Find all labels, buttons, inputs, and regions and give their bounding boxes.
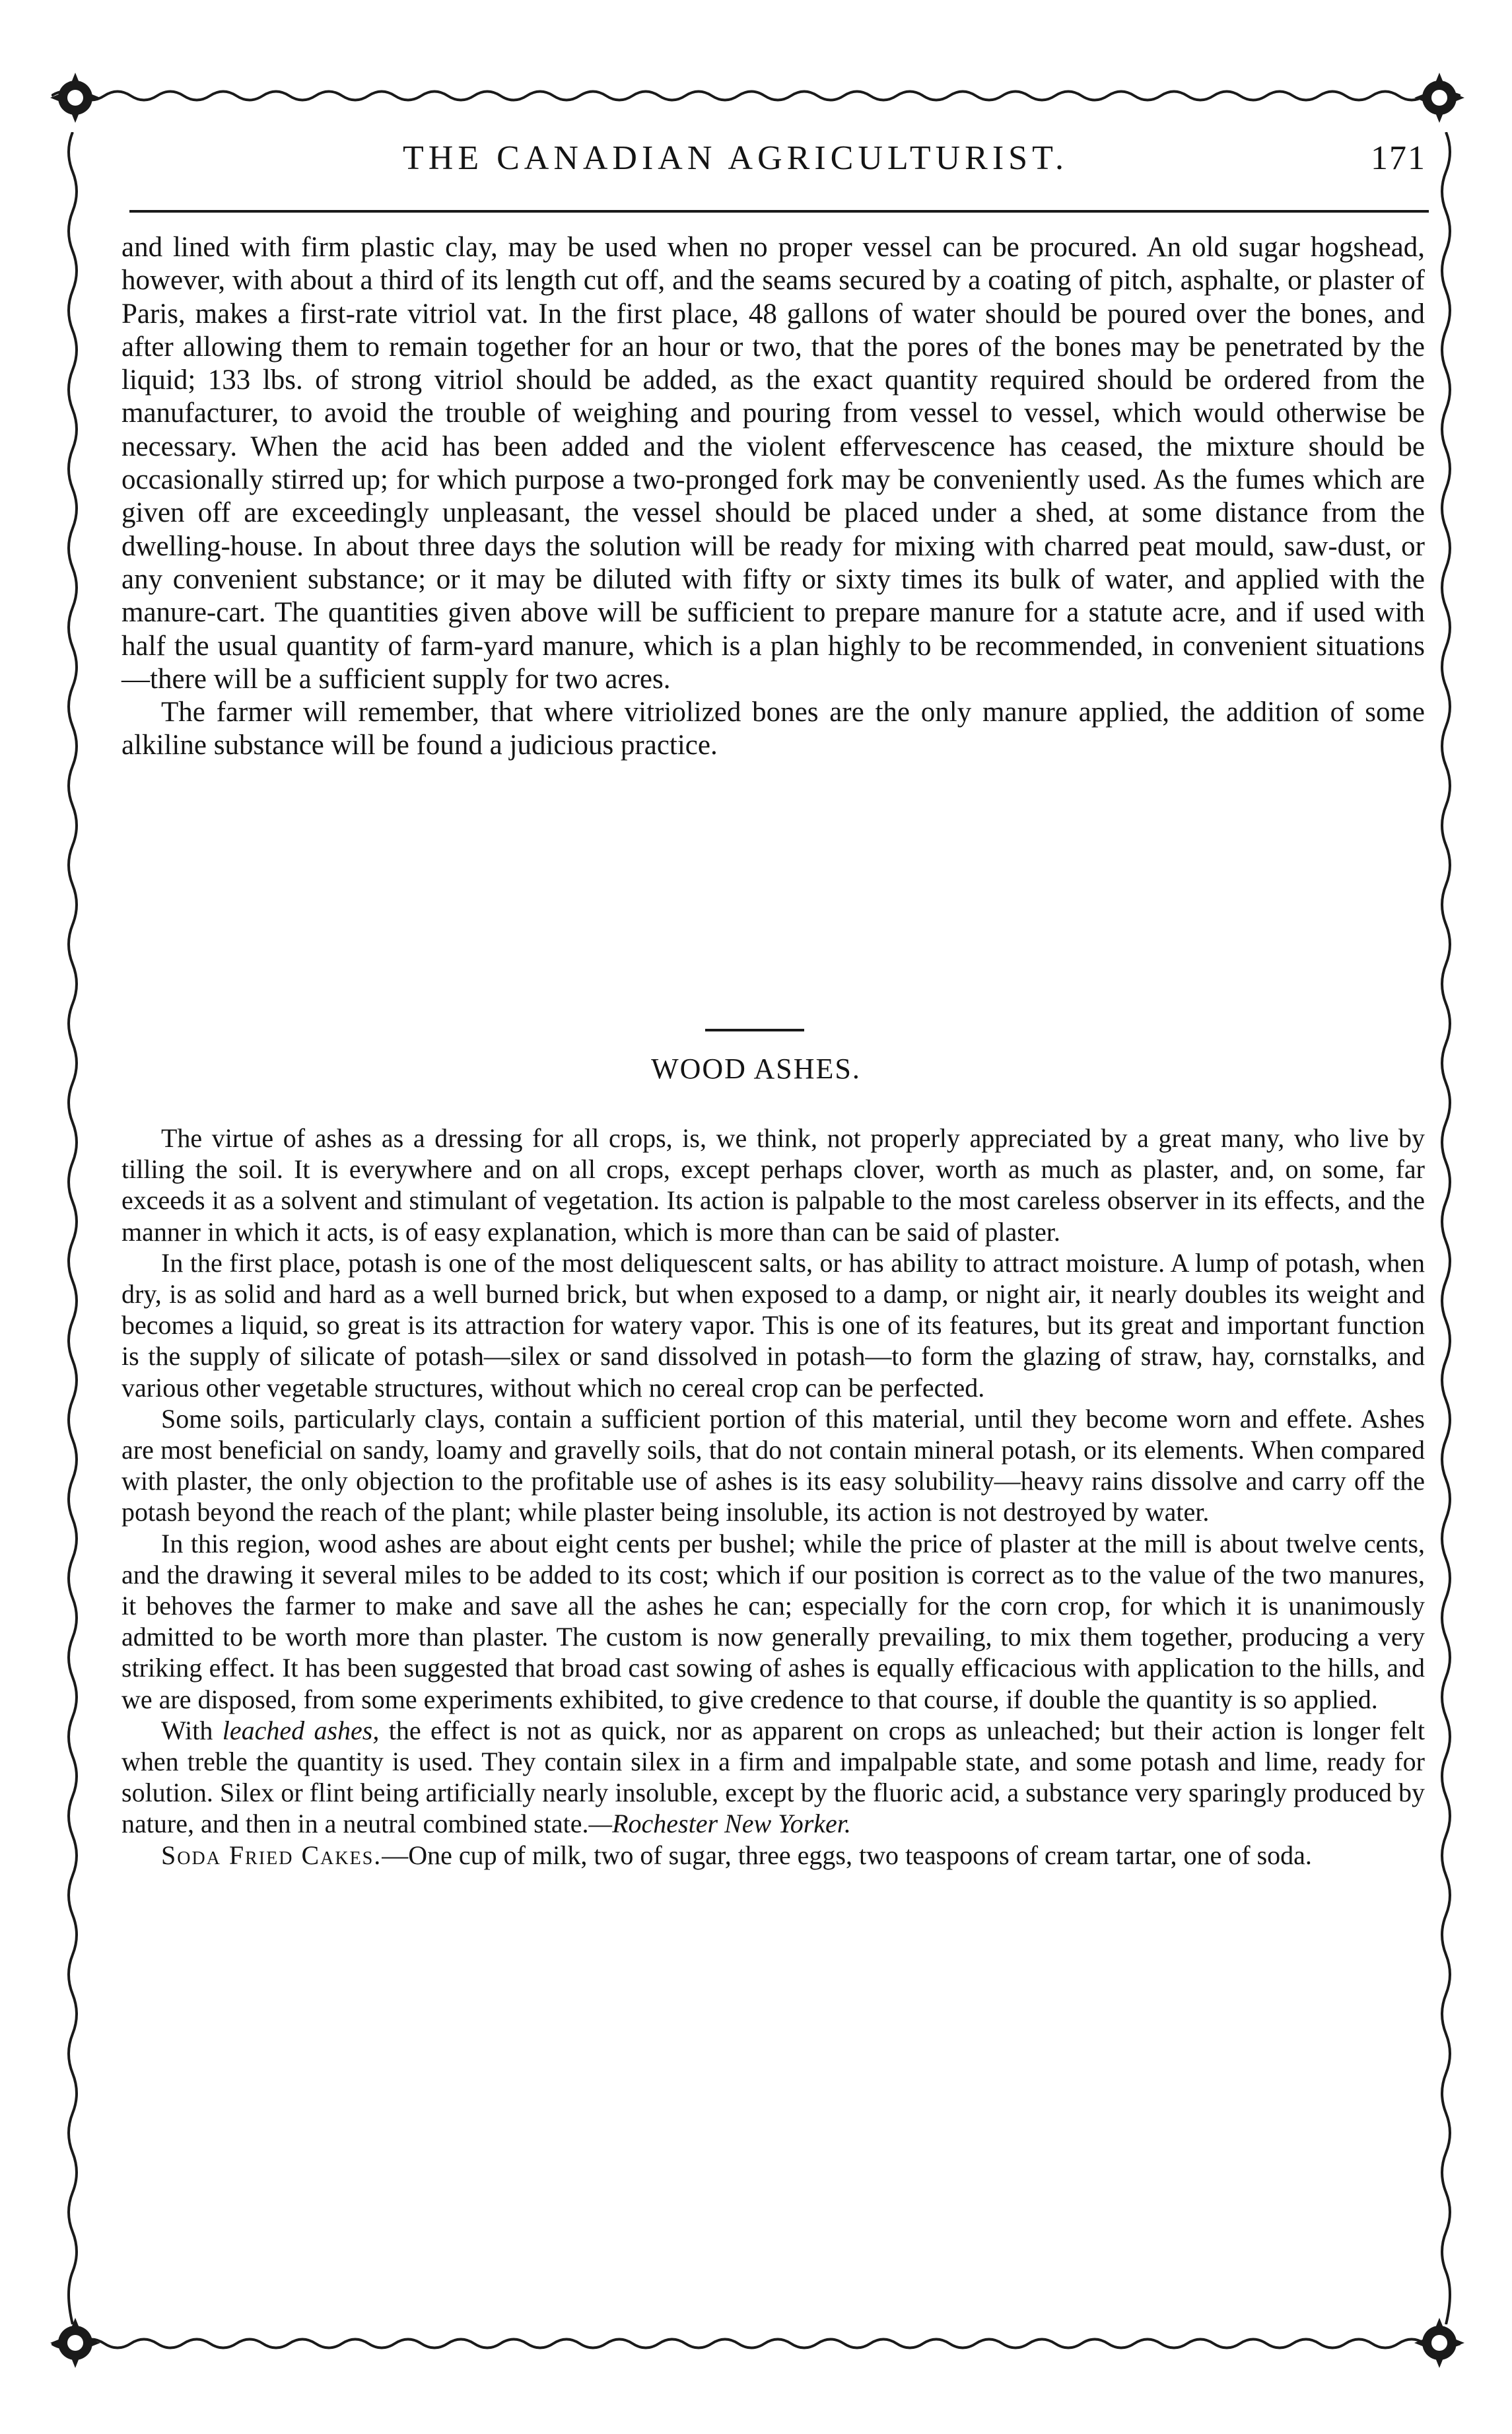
wood-ashes-article (121, 1123, 1425, 1871)
corner-ornament-icon (44, 2311, 107, 2375)
recipe-title: Soda Fried Cakes. (161, 1840, 382, 1870)
section-divider (705, 1029, 804, 1031)
journal-title: THE CANADIAN AGRICULTURIST. (403, 139, 1068, 177)
paragraph-leached-ashes (121, 1715, 1425, 1840)
leached-text: the effect is not as quick, nor as apparent on crops as unleached; but their action is longer felt when treble the quantity is used. They contain silex in a firm and impalpable state, and some potash and lime, ready for solution. Silex or flint being artificially nearly insoluble, except by the fluoric acid, a substance very sparingly produced by nature, and then in a neutral combined state. (121, 1715, 1426, 1839)
paragraph: In the first place, potash is one of the most deliquescent salts, or has ability to attract moisture. A lump of potash, when dry, is as solid and hard as a well burned brick, but when exposed to a damp, or night air, it nearly doubles its weight and becomes a liquid, so great is its attraction for watery vapor. This is one of its features, but its great and important function is the supply of silicate of potash—silex or sand dissolved in potash—to form the glazing of straw, hay, cornstalks, and various other vegetable structures, without which no cereal crop can be perfected. (121, 1247, 1425, 1403)
ornamental-border-left (59, 132, 86, 2324)
recipe-text: —One cup of milk, two of sugar, three eggs, two teaspoons of cream tartar, one of soda. (382, 1840, 1312, 1870)
paragraph: The farmer will remember, that where vitriolized bones are the only manure applied, the addition of some alkiline substance will be found a judicious practice. (121, 697, 1425, 761)
running-header (132, 129, 1426, 189)
header-rule (129, 210, 1429, 213)
recipe-paragraph (121, 1840, 1425, 1871)
paragraph: and lined with firm plastic clay, may be used when no proper vessel can be procured. An old sugar hogshead, however, with about a third of its length cut off, and the seams secured by a coating of pitch, asphalte, or plaster of Paris, makes a first-rate vitriol vat. In the first place, 48 gallons of water should be poured over the bones, and after allowing them to remain together for an hour or two, that the pores of the bones may be penetrated by the liquid; 133 lbs. of strong vitriol should be added, as the exact quantity required should be ordered from the manufacturer, to avoid the trouble of weighing and pouring from vessel to vessel, which would otherwise be necessary. When the acid has been added and the violent effervescence has ceased, the mixture should be occasionally stirred up; for which purpose a two-pronged fork may be conveniently used. As the fumes which are given off are exceedingly unpleasant, the vessel should be placed under a shed, at some distance from the dwelling-house. In about three days the solution will be ready for mixing with charred peat mould, saw-dust, or any convenient substance; or it may be diluted with fifty or sixty times its bulk of water, and applied with the manure-cart. The quantities given above will be sufficient to prepare manure for a statute acre, and if used with half the usual quantity of farm-yard manure, which is a plan highly to be recommended, in convenient situations—there will be a sufficient supply for two acres. (121, 232, 1425, 695)
corner-ornament-icon (1408, 66, 1471, 129)
paragraph: The virtue of ashes as a dressing for all crops, is, we think, not properly appreciated by a great many, who live by tilling the soil. It is everywhere and on all crops, except perhaps clover, worth as much as plaster, and, on some, far exceeds it as a solvent and stimulant of vegetation. Its action is palpable to the most careless observer in its effects, and the manner in which it acts, is of easy explanation, which is more than can be said of plaster. (121, 1123, 1425, 1247)
ornamental-border-right (1433, 132, 1459, 2324)
article-continued (121, 231, 1425, 763)
corner-ornament-icon (1408, 2311, 1471, 2375)
leached-term: leached ashes, (222, 1715, 380, 1745)
page-number: 171 (1371, 139, 1426, 177)
paragraph: Some soils, particularly clays, contain a sufficient portion of this material, until they become worn and effete. Ashes are most beneficial on sandy, loamy and gravelly soils, that do not contain mineral potash, or its elements. When compared with plaster, the only objection to the profitable use of ashes is its easy solubility—heavy rains dissolve and carry off the potash beyond the reach of the plant; while plaster being insoluble, its action is not destroyed by water. (121, 1403, 1425, 1527)
corner-ornament-icon (44, 66, 107, 129)
ornamental-border-bottom (52, 2332, 1460, 2355)
paragraph: In this region, wood ashes are about eight cents per bushel; while the price of plaster at the mill is about twelve cents, and the drawing it several miles to be added to its cost; which if our position is correct as to the value of the two manures, it behoves the farmer to make and save all the ashes he can; especially for the corn crop, for which it is unanimously admitted to be worth more than plaster. The custom is now generally prevailing, to mix them together, producing a very striking effect. It has been suggested that broad cast sowing of ashes is equally efficacious with application to the hills, and we are disposed, from some experiments exhibited, to give credence to that course, if double the quantity is so applied. (121, 1528, 1425, 1714)
source-credit: —Rochester New Yorker. (588, 1809, 851, 1839)
section-heading: WOOD ASHES. (651, 1053, 861, 1085)
ornamental-border-top (52, 85, 1460, 107)
leached-lead: With (161, 1715, 213, 1745)
